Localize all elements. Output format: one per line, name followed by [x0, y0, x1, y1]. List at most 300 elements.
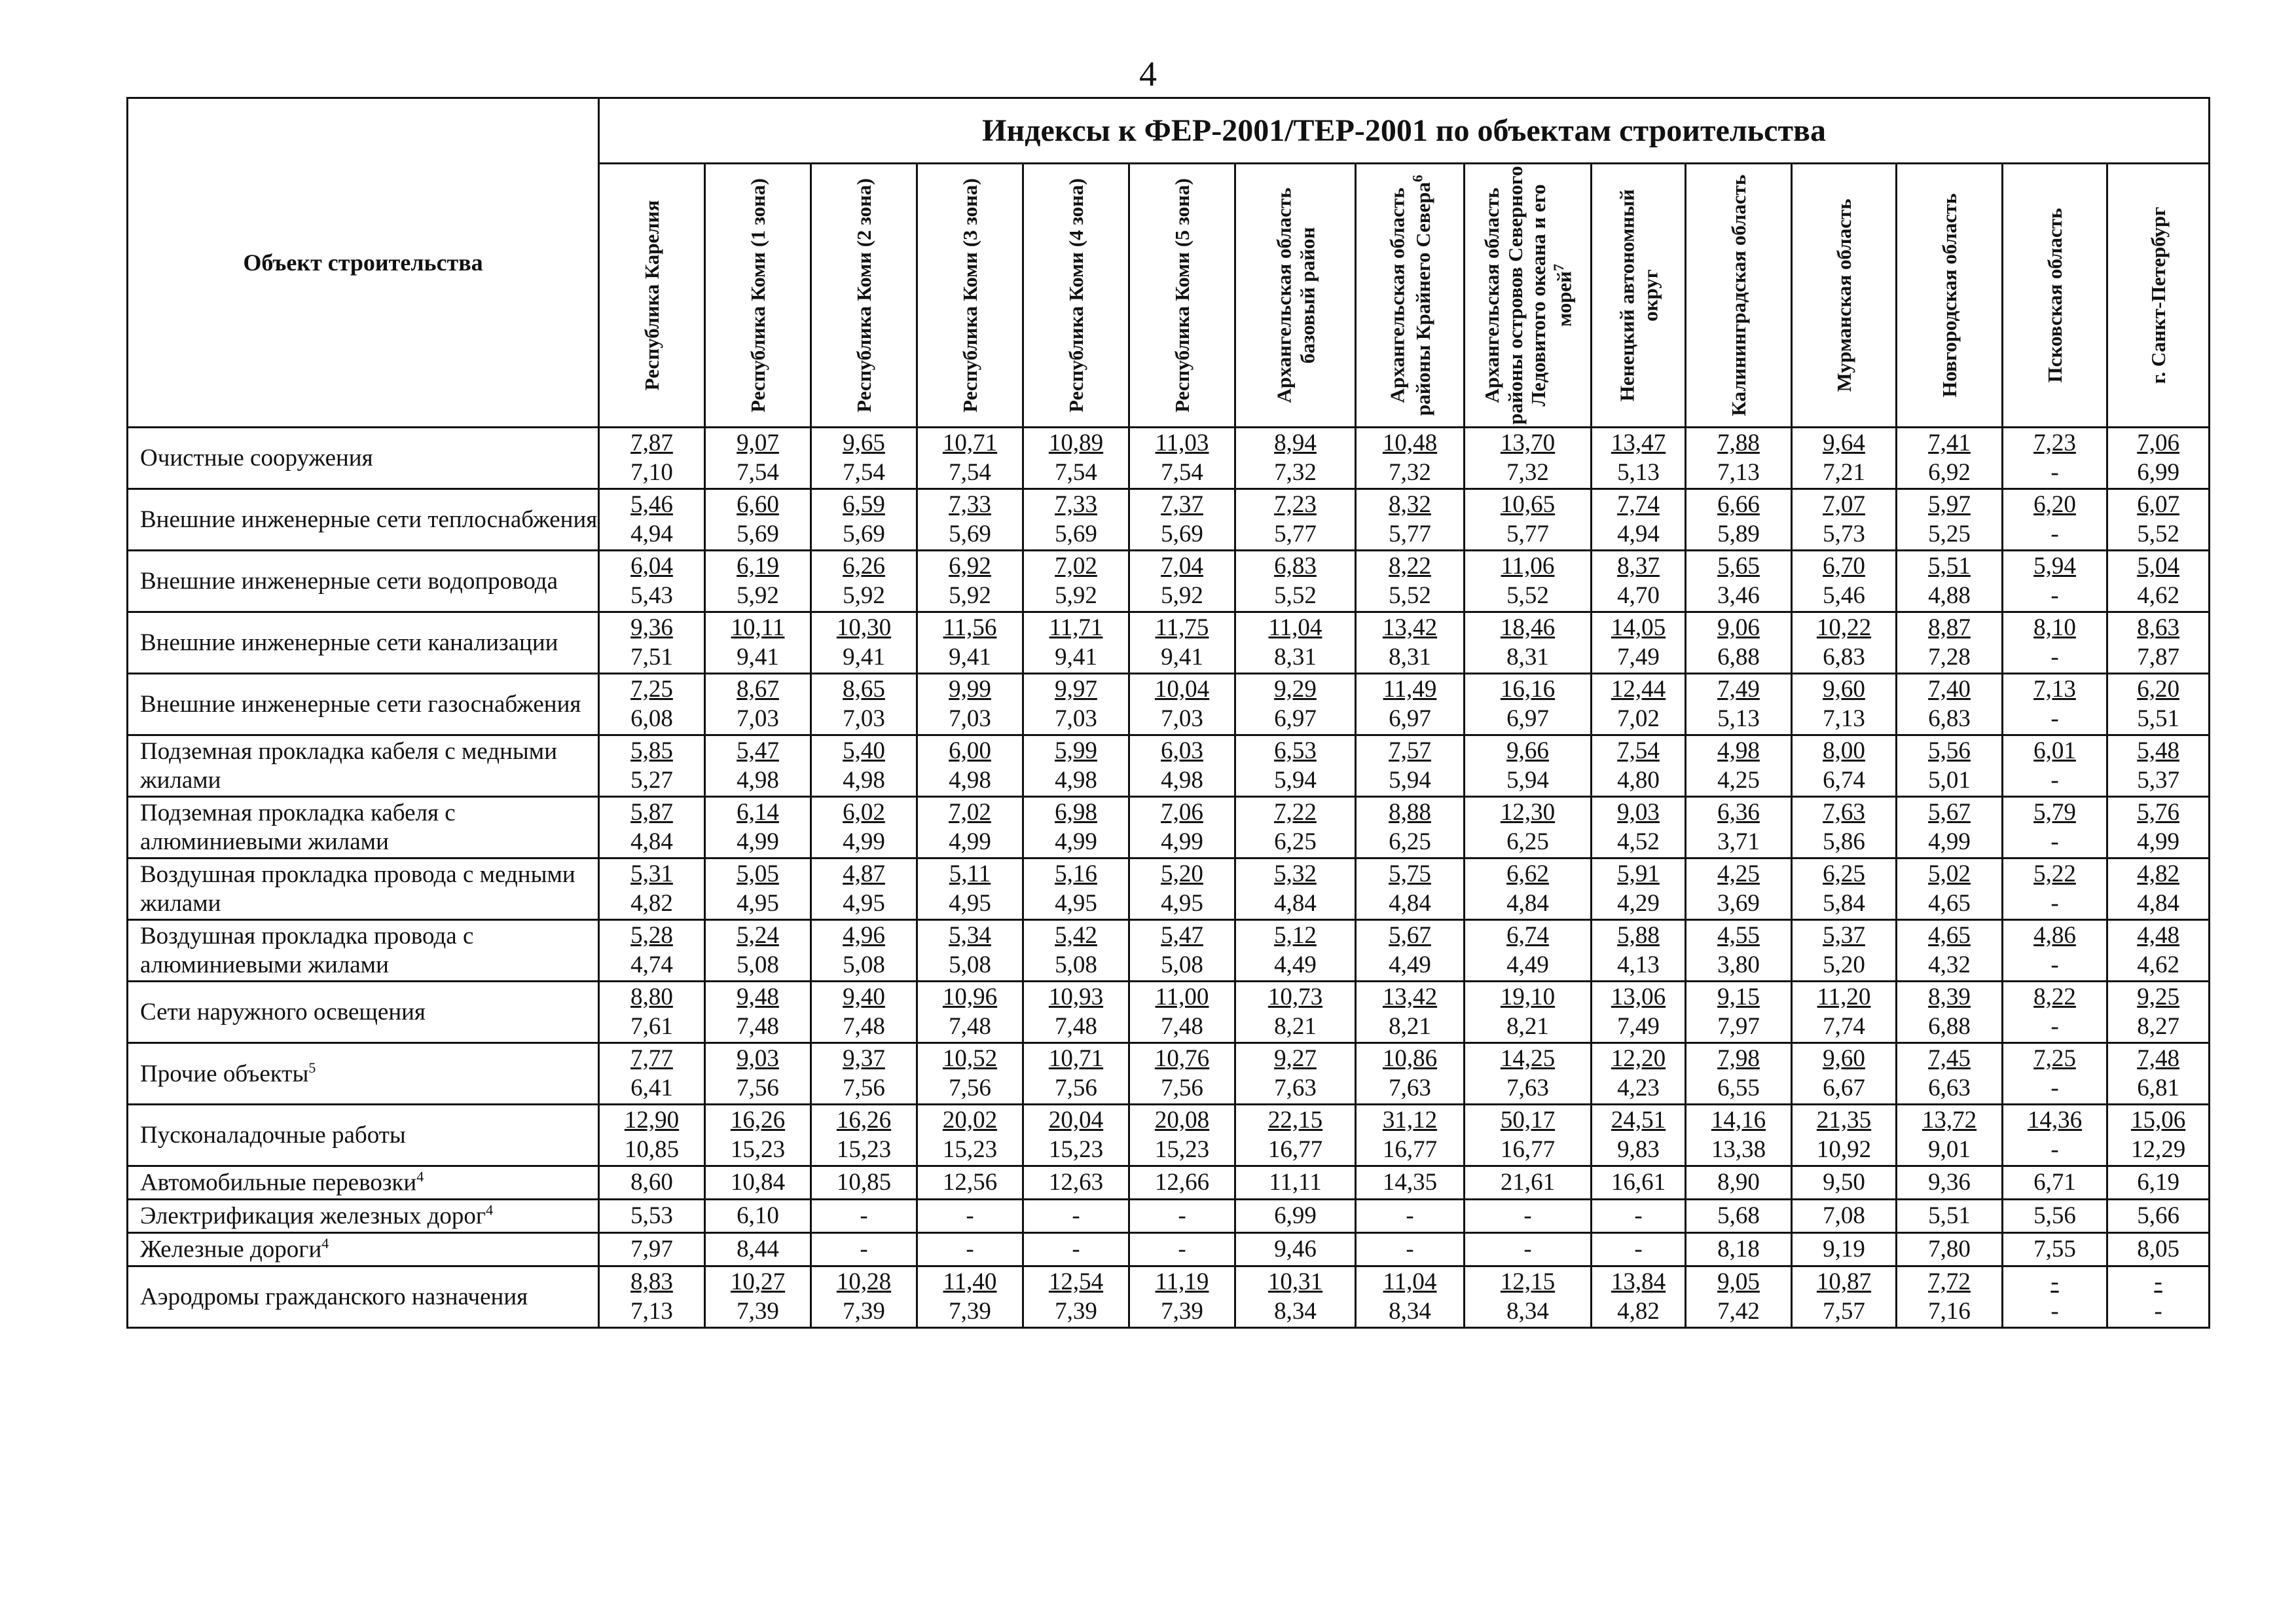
value-cell — [2107, 1043, 2210, 1105]
value-cell — [1592, 551, 1686, 612]
value-cell — [705, 1233, 811, 1266]
index-value-top: 5,79 — [2033, 799, 2076, 826]
value-cell — [1023, 1233, 1129, 1266]
object-name-cell — [128, 1200, 599, 1233]
index-value: 12,66 — [1154, 1168, 1210, 1196]
index-value-bottom: 4,99 — [1055, 828, 1097, 855]
index-value-top: - — [2050, 1268, 2059, 1296]
index-value-top: 5,91 — [1617, 860, 1660, 888]
index-value-top: 7,49 — [1717, 676, 1760, 703]
index-value-bottom: 4,65 — [1928, 889, 1971, 917]
index-value-top: 10,30 — [836, 614, 892, 642]
index-value: 9,36 — [1928, 1168, 1971, 1196]
index-value-bottom: 5,77 — [1389, 520, 1431, 547]
column-header-label: Архангельская область районы островов Северного Ледовитого океана и его морей — [1480, 166, 1575, 425]
index-value-bottom: 4,82 — [1617, 1297, 1660, 1325]
value-cell — [1129, 489, 1235, 551]
index-value-top: 8,22 — [1389, 553, 1431, 580]
column-header-label: Архангельская область базовый район — [1271, 187, 1319, 403]
object-name: Воздушная прокладка провода с алюминиевыми жилами — [140, 922, 474, 978]
value-cell — [1235, 674, 1356, 735]
index-value-bottom: 3,69 — [1717, 889, 1760, 917]
index-value-bottom: 6,97 — [1274, 705, 1317, 732]
column-header-6 — [1235, 164, 1356, 428]
value-cell — [2107, 428, 2210, 489]
value-cell — [1129, 1105, 1235, 1166]
index-value-bottom: 4,84 — [630, 828, 673, 855]
index-value-bottom: 4,32 — [1928, 951, 1971, 978]
value-cell — [811, 1043, 917, 1105]
index-value-bottom: 7,32 — [1389, 458, 1431, 486]
index-value-top: 8,83 — [630, 1268, 673, 1296]
index-value-bottom: 5,92 — [737, 581, 779, 609]
column-header-label: Мурманская область — [1832, 198, 1855, 392]
index-value-bottom: 6,25 — [1506, 828, 1549, 855]
value-cell — [1356, 612, 1465, 674]
index-value-top: 5,22 — [2033, 860, 2076, 888]
index-value-top: 6,26 — [843, 553, 885, 580]
index-value-top: 5,42 — [1055, 922, 1097, 950]
column-header-label: Республика Коми (1 зона) — [746, 178, 769, 413]
index-value-top: 11,40 — [943, 1268, 997, 1296]
index-value: 8,90 — [1717, 1168, 1760, 1196]
value-cell — [599, 858, 705, 920]
value-cell — [1686, 1105, 1792, 1166]
value-cell — [1129, 1233, 1235, 1266]
value-cell — [811, 1200, 917, 1233]
index-value-top: 8,88 — [1389, 799, 1431, 826]
index-value-top: 5,88 — [1617, 922, 1660, 950]
value-cell — [811, 1105, 917, 1166]
index-value-bottom: 5,69 — [949, 520, 991, 547]
index-value-top: 10,93 — [1048, 984, 1104, 1011]
index-value-bottom: 5,77 — [1506, 520, 1549, 547]
value-cell — [2107, 612, 2210, 674]
value-cell — [1792, 428, 1897, 489]
value-cell — [2107, 551, 2210, 612]
index-value-bottom: 4,95 — [949, 889, 991, 917]
value-cell — [2107, 797, 2210, 858]
table-row — [128, 982, 2210, 1043]
index-value-bottom: 7,32 — [1274, 458, 1317, 486]
table-row — [128, 1233, 2210, 1266]
index-value: 7,97 — [630, 1235, 673, 1263]
value-cell — [1686, 1266, 1792, 1328]
value-cell — [1023, 489, 1129, 551]
column-header-label: Новгородская область — [1937, 193, 1961, 397]
index-value-bottom: 4,99 — [949, 828, 991, 855]
value-cell — [917, 982, 1023, 1043]
index-value-top: 13,84 — [1611, 1268, 1666, 1296]
index-value-top: 11,75 — [1155, 614, 1209, 642]
index-value-top: 6,60 — [737, 491, 779, 519]
column-header-9 — [1592, 164, 1686, 428]
index-value-bottom: 7,74 — [1823, 1012, 1865, 1040]
index-value-top: 9,03 — [1617, 799, 1660, 826]
value-cell — [1897, 920, 2003, 982]
value-cell — [1356, 858, 1465, 920]
object-name-cell — [128, 1233, 599, 1266]
index-value-top: 7,45 — [1928, 1045, 1971, 1073]
value-cell — [1792, 1200, 1897, 1233]
index-value-top: 10,87 — [1816, 1268, 1872, 1296]
value-cell — [1356, 1266, 1465, 1328]
index-value-bottom: 7,54 — [949, 458, 991, 486]
index-value-bottom: 7,13 — [1717, 458, 1760, 486]
value-cell — [1792, 1105, 1897, 1166]
value-cell — [599, 1105, 705, 1166]
index-value: 11,11 — [1269, 1168, 1322, 1196]
index-value-bottom: 7,97 — [1717, 1012, 1760, 1040]
value-cell — [599, 1166, 705, 1200]
index-value-bottom: 6,41 — [630, 1074, 673, 1101]
value-cell — [2003, 428, 2107, 489]
table-row — [128, 735, 2210, 797]
value-cell — [1356, 1200, 1465, 1233]
index-value-bottom: 5,08 — [1161, 951, 1203, 978]
index-value-top: 9,60 — [1823, 676, 1865, 703]
value-cell — [1465, 428, 1592, 489]
index-value-bottom: 5,08 — [949, 951, 991, 978]
index-value-top: 7,07 — [1823, 491, 1865, 519]
value-cell — [1235, 1105, 1356, 1166]
value-cell — [811, 1166, 917, 1200]
value-cell — [917, 489, 1023, 551]
index-value-top: 7,13 — [2033, 676, 2076, 703]
index-value-top: 5,85 — [630, 737, 673, 765]
index-value-bottom: 4,94 — [630, 520, 673, 547]
value-cell — [1465, 1105, 1592, 1166]
index-value-top: 7,06 — [1161, 799, 1203, 826]
column-header-label: Республика Коми (3 зона) — [958, 178, 981, 413]
index-value-top: 9,65 — [843, 430, 885, 457]
index-value-top: - — [2154, 1268, 2162, 1296]
value-cell — [1592, 1266, 1686, 1328]
value-cell — [1356, 1105, 1465, 1166]
index-value: - — [860, 1235, 868, 1263]
value-cell — [599, 674, 705, 735]
value-cell — [1235, 1200, 1356, 1233]
index-value-bottom: - — [2050, 643, 2059, 671]
value-cell — [1897, 1043, 2003, 1105]
index-value-bottom: 4,95 — [737, 889, 779, 917]
index-value-bottom: 7,39 — [1055, 1297, 1097, 1325]
index-value-bottom: - — [2050, 1074, 2059, 1101]
index-value-bottom: 7,56 — [737, 1074, 779, 1101]
value-cell — [1235, 489, 1356, 551]
value-cell — [1686, 1166, 1792, 1200]
value-cell — [1897, 1200, 2003, 1233]
index-value-top: 5,46 — [630, 491, 673, 519]
value-cell — [1592, 735, 1686, 797]
object-name: Сети наружного освещения — [140, 998, 426, 1025]
value-cell — [1356, 674, 1465, 735]
value-cell — [705, 428, 811, 489]
index-value-bottom: 9,41 — [737, 643, 779, 671]
object-name-cell — [128, 735, 599, 797]
index-value: 8,60 — [630, 1168, 673, 1196]
index-value-bottom: 5,94 — [1274, 766, 1317, 794]
value-cell — [2107, 1233, 2210, 1266]
index-value-top: 11,04 — [1383, 1268, 1437, 1296]
value-cell — [2003, 1166, 2107, 1200]
index-value-top: 10,73 — [1267, 984, 1323, 1011]
index-value: 8,44 — [737, 1235, 779, 1263]
value-cell — [1023, 1266, 1129, 1328]
index-value-bottom: 4,99 — [843, 828, 885, 855]
value-cell — [1686, 920, 1792, 982]
index-value-top: 16,26 — [836, 1107, 892, 1134]
index-value-top: 4,65 — [1928, 922, 1971, 950]
index-value-bottom: 9,01 — [1928, 1135, 1971, 1163]
index-value-bottom: 7,54 — [737, 458, 779, 486]
index-value-top: 5,24 — [737, 922, 779, 950]
value-cell — [811, 612, 917, 674]
index-value-bottom: 4,62 — [2137, 951, 2179, 978]
index-value-top: 6,01 — [2033, 737, 2076, 765]
value-cell — [705, 1266, 811, 1328]
value-cell — [1023, 612, 1129, 674]
index-value-top: 6,02 — [843, 799, 885, 826]
value-cell — [1235, 982, 1356, 1043]
index-value-bottom: - — [2050, 951, 2059, 978]
value-cell — [1235, 1233, 1356, 1266]
value-cell — [1023, 735, 1129, 797]
index-value-bottom: 7,51 — [630, 643, 673, 671]
page-number: 4 — [1139, 54, 1157, 94]
value-cell — [705, 982, 811, 1043]
index-value-top: 9,60 — [1823, 1045, 1865, 1073]
index-value-bottom: 5,86 — [1823, 828, 1865, 855]
value-cell — [1592, 982, 1686, 1043]
index-value-top: 7,74 — [1617, 491, 1660, 519]
value-cell — [705, 858, 811, 920]
value-cell — [705, 551, 811, 612]
value-cell — [917, 735, 1023, 797]
value-cell — [1235, 920, 1356, 982]
object-name: Внешние инженерные сети газоснабжения — [140, 690, 581, 718]
index-value-top: 7,37 — [1161, 491, 1203, 519]
index-value-top: 4,82 — [2137, 860, 2179, 888]
table-row — [128, 1166, 2210, 1200]
index-value-bottom: - — [2050, 828, 2059, 855]
index-value-top: 4,96 — [843, 922, 885, 950]
index-value-top: 5,67 — [1928, 799, 1971, 826]
value-cell — [1792, 1233, 1897, 1266]
value-cell — [1356, 797, 1465, 858]
value-cell — [1686, 1200, 1792, 1233]
object-name: Пусконаладочные работы — [140, 1121, 406, 1149]
index-value-bottom: 4,95 — [1161, 889, 1203, 917]
index-value: 5,51 — [1928, 1202, 1971, 1229]
value-cell — [1129, 858, 1235, 920]
value-cell — [2107, 489, 2210, 551]
index-value-top: 6,19 — [737, 553, 779, 580]
index-value-bottom: 5,77 — [1274, 520, 1317, 547]
index-value: 5,68 — [1717, 1202, 1760, 1229]
value-cell — [1686, 1233, 1792, 1266]
object-name: Железные дороги — [140, 1236, 322, 1263]
index-value-bottom: 3,71 — [1717, 828, 1760, 855]
index-value-bottom: 7,13 — [630, 1297, 673, 1325]
index-value: - — [1072, 1202, 1080, 1229]
index-value-top: 10,11 — [731, 614, 785, 642]
index-value-top: 8,22 — [2033, 984, 2076, 1011]
index-value-top: 12,20 — [1611, 1045, 1666, 1073]
index-value-bottom: 9,83 — [1617, 1135, 1660, 1163]
value-cell — [1235, 1166, 1356, 1200]
index-value-top: 5,48 — [2137, 737, 2179, 765]
index-value-bottom: 5,92 — [1161, 581, 1203, 609]
object-name-cell — [128, 551, 599, 612]
value-cell — [1023, 428, 1129, 489]
index-value-bottom: 7,48 — [1161, 1012, 1203, 1040]
value-cell — [2003, 674, 2107, 735]
table-row — [128, 489, 2210, 551]
index-value-bottom: - — [2050, 705, 2059, 732]
value-cell — [1129, 1200, 1235, 1233]
index-value-top: 6,04 — [630, 553, 673, 580]
object-name-cell — [128, 982, 599, 1043]
value-cell — [1235, 1043, 1356, 1105]
index-value-top: 9,05 — [1717, 1268, 1760, 1296]
index-value-bottom: 8,27 — [2137, 1012, 2179, 1040]
index-value: 8,05 — [2137, 1235, 2179, 1263]
index-value: 9,19 — [1823, 1235, 1865, 1263]
index-value: 5,66 — [2137, 1202, 2179, 1229]
value-cell — [1129, 735, 1235, 797]
index-value-bottom: 7,54 — [1161, 458, 1203, 486]
index-value-top: 10,04 — [1154, 676, 1210, 703]
index-value-bottom: 16,77 — [1382, 1135, 1438, 1163]
index-value-top: 6,07 — [2137, 491, 2179, 519]
value-cell — [1023, 920, 1129, 982]
value-cell — [1897, 1266, 2003, 1328]
index-value-bottom: 6,99 — [2137, 458, 2179, 486]
table-row — [128, 428, 2210, 489]
index-value-bottom: 5,51 — [2137, 705, 2179, 732]
index-value-top: 5,97 — [1928, 491, 1971, 519]
index-value-bottom: 10,85 — [624, 1135, 680, 1163]
column-header-4 — [1023, 164, 1129, 428]
object-name-cell — [128, 797, 599, 858]
value-cell — [705, 735, 811, 797]
index-value: 9,46 — [1274, 1235, 1317, 1263]
column-header-7 — [1356, 164, 1465, 428]
index-value-top: 9,15 — [1717, 984, 1760, 1011]
value-cell — [1897, 489, 2003, 551]
column-header-8 — [1465, 164, 1592, 428]
value-cell — [1792, 551, 1897, 612]
index-value-top: 6,03 — [1161, 737, 1203, 765]
footnote-marker: 5 — [308, 1059, 316, 1076]
index-value-bottom: 6,25 — [1389, 828, 1431, 855]
value-cell — [811, 920, 917, 982]
index-value-top: 4,86 — [2033, 922, 2076, 950]
object-name-cell — [128, 920, 599, 982]
index-value-top: 10,28 — [836, 1268, 892, 1296]
index-value-bottom: 7,54 — [1055, 458, 1097, 486]
value-cell — [705, 489, 811, 551]
index-value-top: 7,23 — [2033, 430, 2076, 457]
object-header: Объект строительства — [128, 98, 599, 428]
value-cell — [2003, 735, 2107, 797]
value-cell — [917, 1233, 1023, 1266]
index-value-top: 5,37 — [1823, 922, 1865, 950]
index-value-top: 5,05 — [737, 860, 779, 888]
value-cell — [917, 1043, 1023, 1105]
value-cell — [1592, 1200, 1686, 1233]
value-cell — [599, 797, 705, 858]
value-cell — [2107, 735, 2210, 797]
value-cell — [1023, 551, 1129, 612]
column-header-3 — [917, 164, 1023, 428]
index-value-top: 7,77 — [630, 1045, 673, 1073]
column-header-12 — [1897, 164, 2003, 428]
index-value: - — [966, 1235, 974, 1263]
footnote-marker: 4 — [486, 1202, 494, 1218]
index-value-bottom: 5,69 — [737, 520, 779, 547]
index-value-bottom: 4,80 — [1617, 766, 1660, 794]
index-value-top: 10,31 — [1267, 1268, 1323, 1296]
index-value-bottom: 5,94 — [1506, 766, 1549, 794]
index-value: 5,56 — [2033, 1202, 2076, 1229]
value-cell — [1592, 674, 1686, 735]
index-value-bottom: 4,99 — [737, 828, 779, 855]
index-value-bottom: 6,92 — [1928, 458, 1971, 486]
index-value-bottom: 4,99 — [1161, 828, 1203, 855]
value-cell — [1792, 982, 1897, 1043]
index-value-top: 8,87 — [1928, 614, 1971, 642]
value-cell — [1023, 858, 1129, 920]
value-cell — [1356, 920, 1465, 982]
index-value-top: 6,20 — [2137, 676, 2179, 703]
index-value-bottom: 7,48 — [949, 1012, 991, 1040]
value-cell — [2107, 982, 2210, 1043]
value-cell — [1356, 428, 1465, 489]
index-value-bottom: 7,87 — [2137, 643, 2179, 671]
value-cell — [2003, 797, 2107, 858]
index-value-bottom: 7,39 — [949, 1297, 991, 1325]
value-cell — [1592, 920, 1686, 982]
value-cell — [705, 920, 811, 982]
index-value-bottom: 4,29 — [1617, 889, 1660, 917]
value-cell — [2003, 612, 2107, 674]
value-cell — [2003, 1233, 2107, 1266]
index-value-bottom: 3,46 — [1717, 581, 1760, 609]
index-value-bottom: 8,31 — [1389, 643, 1431, 671]
index-value: 21,61 — [1500, 1168, 1556, 1196]
value-cell — [705, 1105, 811, 1166]
index-value-top: 8,94 — [1274, 430, 1317, 457]
column-header-13 — [2003, 164, 2107, 428]
index-value-bottom: 5,69 — [1055, 520, 1097, 547]
index-value-bottom: 8,31 — [1274, 643, 1317, 671]
index-value-top: 6,53 — [1274, 737, 1317, 765]
value-cell — [1129, 1266, 1235, 1328]
object-name: Электрификация железных дорог — [140, 1202, 486, 1230]
index-value: - — [1523, 1202, 1532, 1229]
value-cell — [1356, 551, 1465, 612]
value-cell — [1465, 1043, 1592, 1105]
index-value-top: 8,63 — [2137, 614, 2179, 642]
index-value-bottom: 9,41 — [843, 643, 885, 671]
index-value-bottom: 4,98 — [1161, 766, 1203, 794]
value-cell — [1592, 428, 1686, 489]
index-value-bottom: 7,49 — [1617, 1012, 1660, 1040]
index-value-bottom: - — [2050, 581, 2059, 609]
index-value-top: 11,56 — [943, 614, 997, 642]
